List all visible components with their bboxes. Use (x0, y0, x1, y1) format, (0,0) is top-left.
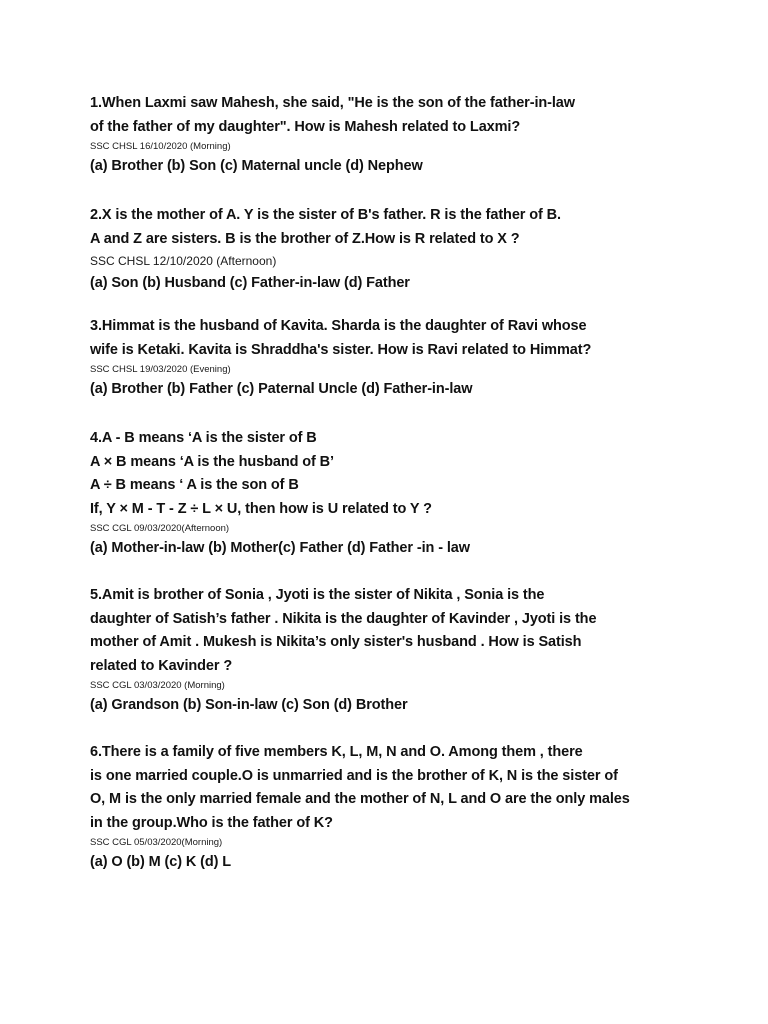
question-text-line: 6.There is a family of five members K, L, M, N and O. Among them , there (90, 744, 583, 760)
exam-source: SSC CGL 05/03/2020(Morning) (90, 837, 223, 848)
question-5 (90, 584, 730, 717)
question-text-line: 2.X is the mother of A. Y is the sister of B's father. R is the father of B. (90, 207, 561, 223)
question-text-line: 5.Amit is brother of Sonia , Jyoti is the sister of Nikita , Sonia is the (90, 587, 545, 603)
question-text-line: 4.A - B means ‘A is the sister of B (90, 430, 317, 446)
exam-source: SSC CHSL 16/10/2020 (Morning) (90, 141, 231, 152)
question-2 (90, 204, 730, 295)
question-text-line: A ÷ B means ‘ A is the son of B (90, 477, 299, 493)
question-3 (90, 315, 730, 401)
question-text-line: 1.When Laxmi saw Mahesh, she said, "He is the son of the father-in-law (90, 95, 575, 111)
question-text-line: is one married couple.O is unmarried and is the brother of K, N is the sister of (90, 767, 618, 784)
answer-options: (a) Brother (b) Father (c) Paternal Uncle (d) Father-in-law (90, 381, 473, 397)
question-text-line: wife is Ketaki. Kavita is Shraddha's sister. How is Ravi related to Himmat? (90, 341, 592, 358)
exam-source: SSC CGL 09/03/2020(Afternoon) (90, 523, 230, 534)
exam-source: SSC CGL 03/03/2020 (Morning) (90, 680, 225, 691)
question-4 (90, 427, 730, 560)
question-6 (90, 741, 730, 874)
question-text-line: O, M is the only married female and the mother of N, L and O are the only males (90, 791, 630, 807)
answer-options: (a) Brother (b) Son (c) Maternal uncle (d) Nephew (90, 158, 423, 174)
exam-source: SSC CHSL 12/10/2020 (Afternoon) (90, 254, 277, 268)
question-text-line: A and Z are sisters. B is the brother of Z.How is R related to X ? (90, 230, 520, 247)
exam-source: SSC CHSL 19/03/2020 (Evening) (90, 364, 231, 375)
question-text-line: mother of Amit . Mukesh is Nikita’s only sister's husband . How is Satish (90, 634, 582, 650)
question-text-line: of the father of my daughter". How is Mahesh related to Laxmi? (90, 118, 521, 135)
answer-options: (a) Mother-in-law (b) Mother(c) Father (d) Father -in - law (90, 540, 470, 556)
answer-options: (a) Grandson (b) Son-in-law (c) Son (d) Brother (90, 697, 408, 713)
question-1 (90, 92, 730, 178)
answer-options: (a) Son (b) Husband (c) Father-in-law (d) Father (90, 275, 410, 291)
answer-options: (a) O (b) M (c) K (d) L (90, 854, 232, 870)
question-text-line: related to Kavinder ? (90, 657, 233, 674)
question-text-line: 3.Himmat is the husband of Kavita. Sharda is the daughter of Ravi whose (90, 318, 587, 334)
question-text-line: If, Y × M - T - Z ÷ L × U, then how is U related to Y ? (90, 500, 432, 517)
question-text-line: in the group.Who is the father of K? (90, 814, 333, 831)
question-text-line: A × B means ‘A is the husband of B’ (90, 453, 334, 470)
question-text-line: daughter of Satish’s father . Nikita is the daughter of Kavinder , Jyoti is the (90, 610, 597, 627)
